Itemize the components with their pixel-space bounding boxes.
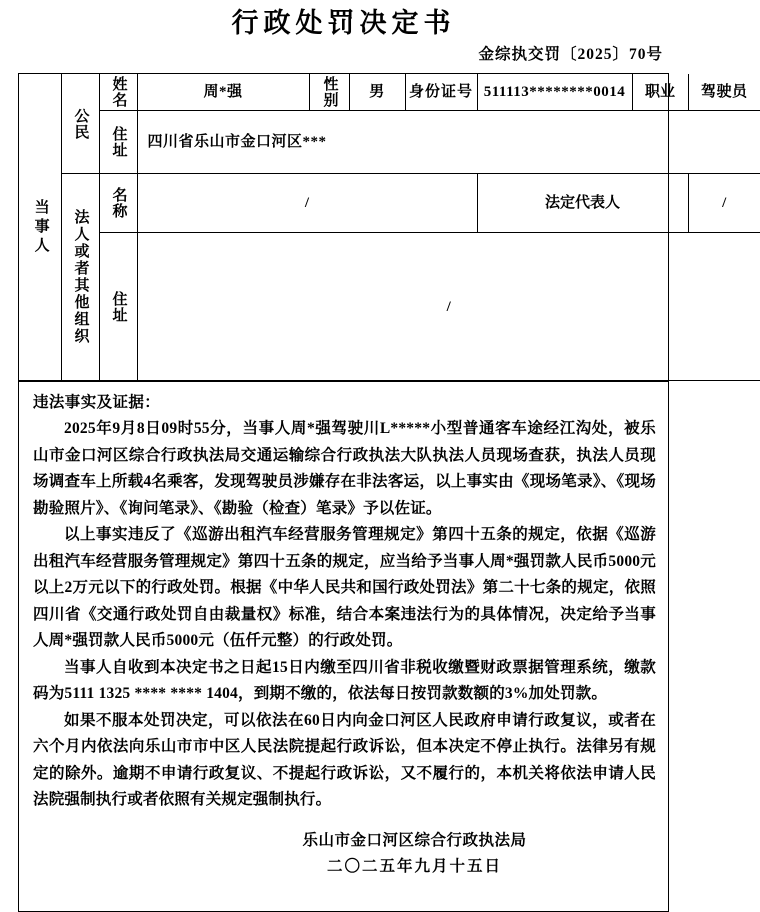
org-address-label-cell xyxy=(99,233,137,381)
legal-rep-value: / xyxy=(688,174,760,233)
citizen-address-label: 住址 xyxy=(110,126,127,158)
org-label: 法人或者其他组织 xyxy=(72,209,89,345)
legal-basis-paragraph: 以上事实违反了《巡游出租汽车经营服务管理规定》第四十五条的规定，依据《巡游出租汽车经营服务管理规定》第四十五条的规定，应当给予当事人周*强罚款人民币5000元以上2万元以下的行政处罚。根据《中华人民共和国行政处罚法》第二十七条的规定，依照四川省《交通行政处罚自由裁量权》标准，结合本案违法行为的具体情况，决定给予当事人周*强罚款人民币5000元（伍仟元整）的行政处罚。 xyxy=(33,526,656,649)
occupation-label: 职业 xyxy=(644,84,675,100)
signature-block xyxy=(33,828,656,880)
table-row-citizen-name xyxy=(19,74,760,111)
citizen-label: 公民 xyxy=(72,107,89,140)
document-frame xyxy=(18,73,748,912)
issuing-authority: 乐山市金口河区综合行政执法局 xyxy=(302,831,527,849)
org-address-value: / xyxy=(137,233,760,381)
table-row-org-name xyxy=(19,174,760,233)
id-label-cell xyxy=(405,74,477,111)
payment-paragraph: 当事人自收到本决定书之日起15日内缴至四川省非税收缴暨财政票据管理系统，缴款码为5111 1325 **** **** 1404，到期不缴的，依法每日按罚款数额的3%加处罚款。 xyxy=(33,658,656,702)
name-label: 姓名 xyxy=(110,76,127,108)
party-label-cell xyxy=(19,74,61,381)
org-name-value: / xyxy=(137,174,477,233)
citizen-address-value: 四川省乐山市金口河区*** xyxy=(137,111,760,174)
page-title: 行政处罚决定书 xyxy=(231,8,456,38)
table-row-citizen-address xyxy=(19,111,760,174)
citizen-label-cell xyxy=(61,74,99,174)
appeal-paragraph: 如果不服本处罚决定，可以依法在60日内向金口河区人民政府申请行政复议，或者在六个月内依法向乐山市市中区人民法院提起行政诉讼，但本决定不停止执行。法律另有规定的除外。逾期不申请行政复议、不提起行政诉讼，又不履行的，本机关将依法申请人民法院强制执行或者依照有关规定强制执行。 xyxy=(33,711,656,808)
legal-rep-label: 法定代表人 xyxy=(544,195,620,211)
document-number: 金综执交罚〔2025〕70号 xyxy=(478,46,663,63)
party-label: 当事人 xyxy=(32,198,49,256)
issue-date: 二〇二五年九月十五日 xyxy=(326,857,502,875)
facts-paragraph: 2025年9月8日09时55分，当事人周*强驾驶川L*****小型普通客车途经江沟处，被乐山市金口河区综合行政执法局交通运输综合行政执法大队执法人员现场查获，执法人员现场调查车上所载4名乘客，发现驾驶员涉嫌存在非法客运，以上事实由《现场笔录》、《现场勘验照片》、《询问笔录》、《勘验（检查）笔录》予以佐证。 xyxy=(33,420,656,517)
citizen-address-label-cell xyxy=(99,111,137,174)
gender-label-cell xyxy=(309,74,349,111)
party-table xyxy=(19,74,760,381)
org-address-label: 住址 xyxy=(110,290,127,323)
occupation-value: 驾驶员 xyxy=(688,74,760,111)
occupation-label-cell xyxy=(632,74,688,111)
org-name-label-cell xyxy=(99,174,137,233)
name-value: 周*强 xyxy=(137,74,309,111)
name-label-cell xyxy=(99,74,137,111)
table-row-org-address xyxy=(19,233,760,381)
gender-value: 男 xyxy=(349,74,405,111)
org-label-cell xyxy=(61,174,99,381)
org-name-label: 名称 xyxy=(110,187,127,219)
decision-body xyxy=(19,381,668,911)
legal-rep-label-cell xyxy=(477,174,688,233)
gender-label: 性别 xyxy=(321,76,338,108)
id-label: 身份证号 xyxy=(408,84,473,100)
id-value: 511113********0014 xyxy=(477,74,632,111)
facts-heading: 违法事实及证据： xyxy=(33,394,161,411)
